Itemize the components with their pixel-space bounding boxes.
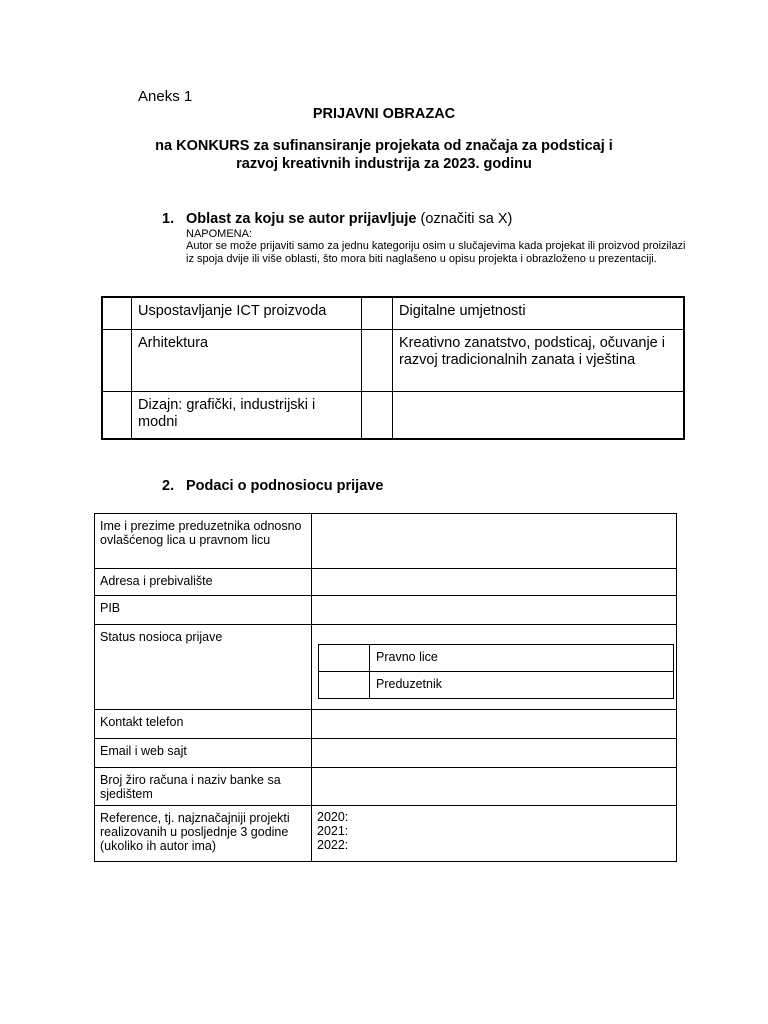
section-2-number: 2. [162, 478, 175, 494]
email-label: Email i web sajt [95, 739, 312, 768]
year-2020: 2020: [317, 810, 349, 824]
email-field[interactable] [312, 739, 677, 768]
address-field[interactable] [312, 569, 677, 596]
pib-label: PIB [95, 596, 312, 625]
annex-label: Aneks 1 [138, 88, 193, 105]
form-title: PRIJAVNI OBRAZAC [312, 106, 456, 122]
note-label: NAPOMENA: [186, 228, 253, 240]
section-1-heading [162, 211, 512, 227]
pib-field[interactable] [312, 596, 677, 625]
section-2-heading [162, 478, 383, 494]
applicant-table [94, 513, 677, 862]
references-label: Reference, tj. najznačajniji projekti realizovanih u posljednje 3 godine (ukoliko ih autor ima) [95, 806, 312, 862]
status-options-table [318, 644, 674, 699]
category-table [101, 296, 685, 440]
section-1-title: Oblast za koju se autor prijavljuje [186, 211, 417, 227]
category-label: Digitalne umjetnosti [393, 297, 685, 330]
phone-field[interactable] [312, 710, 677, 739]
bank-label: Broj žiro računa i naziv banke sa sjedištem [95, 768, 312, 806]
category-checkbox[interactable] [102, 392, 132, 440]
phone-label: Kontakt telefon [95, 710, 312, 739]
category-checkbox[interactable] [362, 330, 393, 392]
subtitle-line-2: razvoj kreativnih industrija za 2023. godinu [236, 156, 532, 172]
status-label: Status nosioca prijave [95, 625, 312, 710]
subtitle-line-1: na KONKURS za sufinansiranje projekata od značaja za podsticaj i [155, 138, 613, 154]
category-label: Dizajn: grafički, industrijski i modni [132, 392, 362, 440]
section-1-instruction: (označiti sa X) [420, 211, 513, 227]
year-2021: 2021: [317, 824, 349, 838]
category-label: Uspostavljanje ICT proizvoda [132, 297, 362, 330]
name-field[interactable] [312, 514, 677, 569]
category-checkbox[interactable] [102, 297, 132, 330]
category-checkbox[interactable] [362, 297, 393, 330]
status-options [312, 625, 677, 710]
status-option-entrepreneur: Preduzetnik [370, 672, 674, 699]
status-checkbox-legal-entity[interactable] [319, 645, 370, 672]
form-subtitle [120, 137, 648, 173]
category-checkbox[interactable] [102, 330, 132, 392]
category-label [393, 392, 685, 440]
bank-field[interactable] [312, 768, 677, 806]
category-checkbox[interactable] [362, 392, 393, 440]
name-label: Ime i prezime preduzetnika odnosno ovlašćenog lica u pravnom licu [95, 514, 312, 569]
category-label: Arhitektura [132, 330, 362, 392]
address-label: Adresa i prebivalište [95, 569, 312, 596]
section-1-number: 1. [162, 211, 175, 227]
references-field[interactable] [312, 806, 677, 862]
note-text: Autor se može prijaviti samo za jednu kategoriju osim u slučajevima kada projekat ili proizvod proizilazi iz spoja dvije ili više oblasti, što mora biti naglašeno u opisu projekta i obrazloženo u prezentaciji. [186, 240, 686, 265]
status-option-legal-entity: Pravno lice [370, 645, 674, 672]
year-2022: 2022: [317, 838, 349, 852]
category-label: Kreativno zanatstvo, podsticaj, očuvanje i razvoj tradicionalnih zanata i vještina [393, 330, 685, 392]
section-2-title: Podaci o podnosiocu prijave [186, 478, 384, 494]
status-checkbox-entrepreneur[interactable] [319, 672, 370, 699]
